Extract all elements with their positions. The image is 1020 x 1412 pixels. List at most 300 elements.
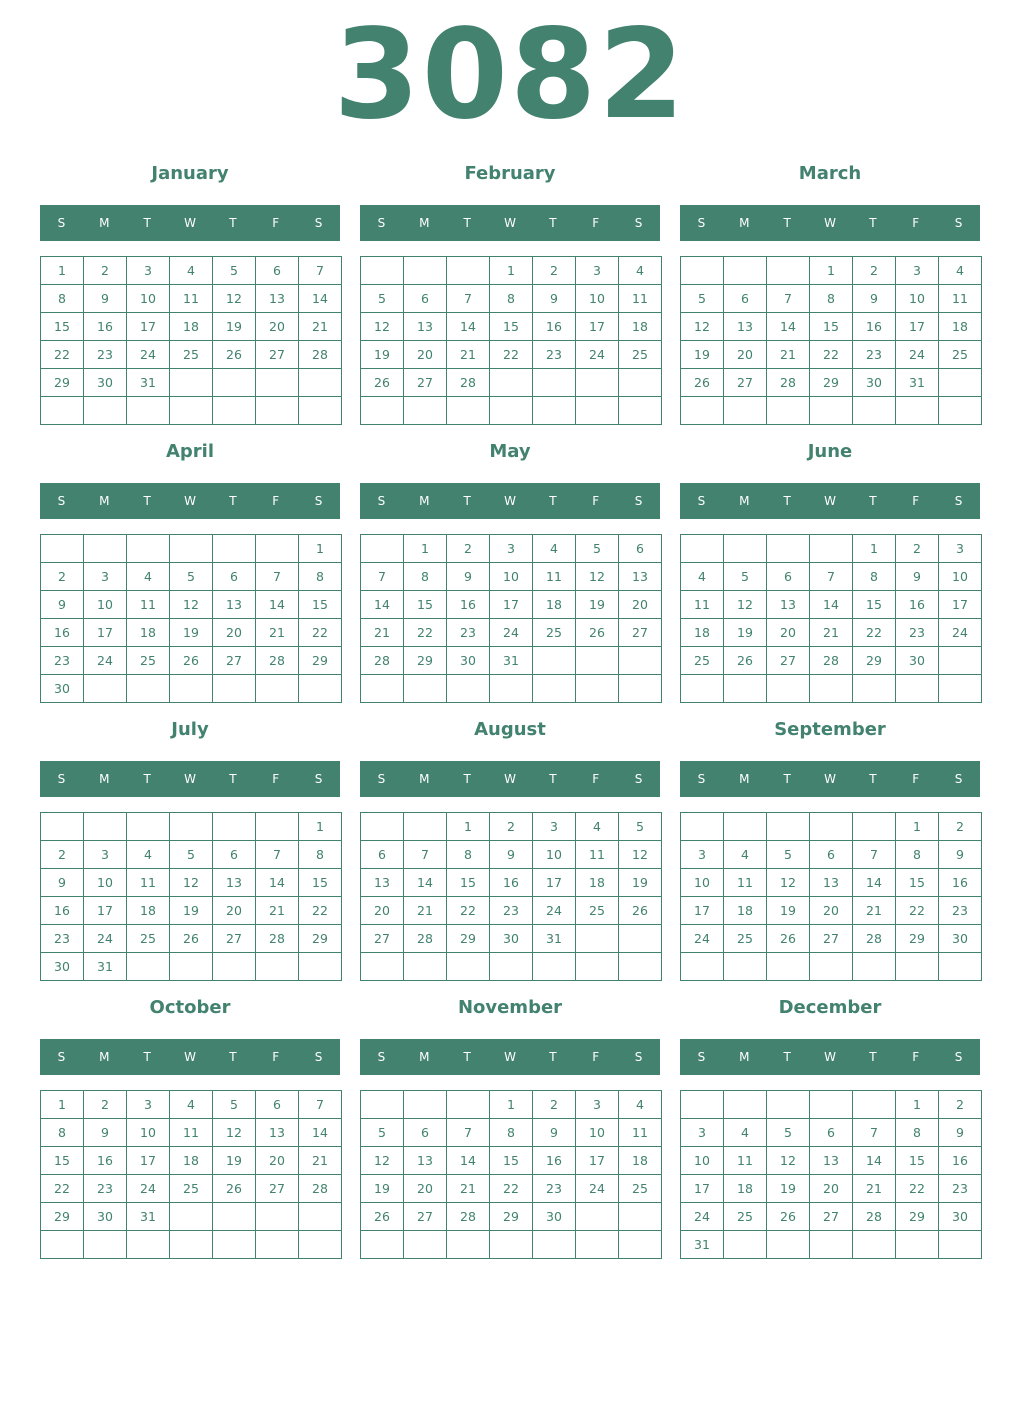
empty-cell bbox=[361, 257, 404, 285]
weekday-label: S bbox=[377, 216, 386, 230]
weekday-label: T bbox=[869, 772, 877, 786]
month-title: April bbox=[165, 441, 215, 462]
day-cell: 22 bbox=[490, 1175, 533, 1203]
weekday-label: M bbox=[99, 216, 110, 230]
empty-cell bbox=[447, 1231, 490, 1259]
day-cell: 5 bbox=[361, 285, 404, 313]
day-cell: 7 bbox=[767, 285, 810, 313]
day-cell: 26 bbox=[170, 925, 213, 953]
day-cell: 20 bbox=[619, 591, 662, 619]
day-cell: 25 bbox=[724, 925, 767, 953]
day-cell: 15 bbox=[41, 1147, 84, 1175]
empty-cell bbox=[490, 675, 533, 703]
day-cell: 9 bbox=[41, 869, 84, 897]
week-row bbox=[41, 313, 342, 341]
weekday-label: T bbox=[463, 772, 471, 786]
empty-cell bbox=[939, 953, 982, 981]
day-cell: 13 bbox=[213, 591, 256, 619]
weekday-label: F bbox=[912, 494, 920, 508]
day-grid bbox=[360, 812, 662, 981]
day-cell: 23 bbox=[447, 619, 490, 647]
day-cell: 21 bbox=[810, 619, 853, 647]
day-cell: 5 bbox=[213, 1091, 256, 1119]
empty-cell bbox=[810, 397, 853, 425]
day-cell: 30 bbox=[84, 369, 127, 397]
empty-cell bbox=[84, 813, 127, 841]
empty-cell bbox=[256, 1231, 299, 1259]
day-cell: 3 bbox=[681, 1119, 724, 1147]
day-cell: 1 bbox=[896, 1091, 939, 1119]
empty-cell bbox=[404, 813, 447, 841]
day-cell: 4 bbox=[724, 1119, 767, 1147]
weekday-label: S bbox=[954, 772, 963, 786]
weekday-label: W bbox=[824, 216, 836, 230]
empty-cell bbox=[896, 953, 939, 981]
weekday-label: F bbox=[592, 494, 600, 508]
month-title: June bbox=[807, 441, 853, 462]
empty-cell bbox=[576, 1231, 619, 1259]
day-cell: 13 bbox=[619, 563, 662, 591]
day-cell: 11 bbox=[170, 285, 213, 313]
weekday-label: T bbox=[783, 1050, 791, 1064]
weekday-label: W bbox=[184, 1050, 196, 1064]
week-row bbox=[361, 1175, 662, 1203]
day-cell: 4 bbox=[170, 1091, 213, 1119]
day-grid bbox=[40, 812, 342, 981]
day-cell: 5 bbox=[724, 563, 767, 591]
day-cell: 22 bbox=[299, 897, 342, 925]
empty-cell bbox=[361, 675, 404, 703]
week-row bbox=[361, 341, 662, 369]
day-cell: 13 bbox=[404, 313, 447, 341]
week-row bbox=[41, 1231, 342, 1259]
weekday-label: T bbox=[463, 216, 471, 230]
day-cell: 21 bbox=[256, 619, 299, 647]
day-cell: 10 bbox=[681, 1147, 724, 1175]
day-cell: 29 bbox=[299, 925, 342, 953]
empty-cell bbox=[361, 813, 404, 841]
week-row bbox=[41, 925, 342, 953]
weekday-header bbox=[360, 205, 660, 241]
empty-cell bbox=[84, 1231, 127, 1259]
day-cell: 3 bbox=[681, 841, 724, 869]
weekday-header bbox=[40, 761, 340, 797]
day-cell: 27 bbox=[213, 647, 256, 675]
empty-cell bbox=[724, 813, 767, 841]
empty-cell bbox=[256, 813, 299, 841]
weekday-label: S bbox=[634, 216, 643, 230]
day-cell: 15 bbox=[299, 591, 342, 619]
day-cell: 20 bbox=[256, 313, 299, 341]
weekday-label: F bbox=[592, 216, 600, 230]
empty-cell bbox=[896, 675, 939, 703]
day-cell: 14 bbox=[447, 1147, 490, 1175]
week-row bbox=[361, 813, 662, 841]
day-cell: 31 bbox=[127, 1203, 170, 1231]
day-cell: 3 bbox=[576, 257, 619, 285]
week-row bbox=[41, 591, 342, 619]
weekday-label: S bbox=[954, 494, 963, 508]
weekday-label: S bbox=[377, 494, 386, 508]
week-row bbox=[681, 897, 982, 925]
weekday-label: S bbox=[634, 1050, 643, 1064]
day-cell: 7 bbox=[361, 563, 404, 591]
day-cell: 10 bbox=[84, 869, 127, 897]
weekday-label: T bbox=[869, 494, 877, 508]
empty-cell bbox=[619, 925, 662, 953]
week-row bbox=[361, 397, 662, 425]
day-cell: 1 bbox=[490, 257, 533, 285]
day-cell: 23 bbox=[41, 647, 84, 675]
day-cell: 21 bbox=[361, 619, 404, 647]
empty-cell bbox=[810, 1231, 853, 1259]
empty-cell bbox=[490, 953, 533, 981]
day-cell: 6 bbox=[213, 563, 256, 591]
day-cell: 19 bbox=[576, 591, 619, 619]
empty-cell bbox=[170, 397, 213, 425]
day-cell: 1 bbox=[447, 813, 490, 841]
day-cell: 13 bbox=[361, 869, 404, 897]
weekday-label: S bbox=[697, 772, 706, 786]
empty-cell bbox=[170, 535, 213, 563]
day-cell: 5 bbox=[170, 841, 213, 869]
day-cell: 30 bbox=[490, 925, 533, 953]
week-row bbox=[41, 369, 342, 397]
day-cell: 9 bbox=[853, 285, 896, 313]
day-cell: 30 bbox=[41, 675, 84, 703]
week-row bbox=[41, 257, 342, 285]
week-row bbox=[41, 1203, 342, 1231]
day-cell: 24 bbox=[896, 341, 939, 369]
empty-cell bbox=[404, 1231, 447, 1259]
week-row bbox=[361, 647, 662, 675]
day-cell: 1 bbox=[490, 1091, 533, 1119]
week-row bbox=[681, 647, 982, 675]
weekday-label: F bbox=[912, 216, 920, 230]
empty-cell bbox=[361, 397, 404, 425]
empty-cell bbox=[767, 953, 810, 981]
day-cell: 3 bbox=[490, 535, 533, 563]
day-cell: 23 bbox=[533, 1175, 576, 1203]
day-cell: 6 bbox=[767, 563, 810, 591]
weekday-label: T bbox=[143, 1050, 151, 1064]
day-cell: 19 bbox=[361, 1175, 404, 1203]
day-cell: 10 bbox=[127, 285, 170, 313]
day-cell: 3 bbox=[127, 1091, 170, 1119]
day-cell: 25 bbox=[939, 341, 982, 369]
weekday-label: M bbox=[739, 772, 750, 786]
empty-cell bbox=[213, 813, 256, 841]
day-cell: 18 bbox=[533, 591, 576, 619]
day-cell: 12 bbox=[213, 1119, 256, 1147]
weekday-label: S bbox=[314, 216, 323, 230]
day-cell: 15 bbox=[447, 869, 490, 897]
day-cell: 15 bbox=[490, 313, 533, 341]
day-cell: 7 bbox=[256, 841, 299, 869]
empty-cell bbox=[299, 397, 342, 425]
day-cell: 21 bbox=[767, 341, 810, 369]
week-row bbox=[681, 535, 982, 563]
day-cell: 11 bbox=[127, 591, 170, 619]
day-cell: 27 bbox=[724, 369, 767, 397]
empty-cell bbox=[724, 1231, 767, 1259]
day-cell: 6 bbox=[404, 285, 447, 313]
empty-cell bbox=[361, 1091, 404, 1119]
weekday-label: S bbox=[314, 1050, 323, 1064]
day-cell: 28 bbox=[361, 647, 404, 675]
empty-cell bbox=[490, 369, 533, 397]
day-cell: 16 bbox=[533, 313, 576, 341]
day-cell: 15 bbox=[41, 313, 84, 341]
empty-cell bbox=[576, 397, 619, 425]
day-cell: 14 bbox=[299, 285, 342, 313]
day-cell: 10 bbox=[896, 285, 939, 313]
day-cell: 4 bbox=[724, 841, 767, 869]
day-cell: 5 bbox=[576, 535, 619, 563]
empty-cell bbox=[724, 257, 767, 285]
empty-cell bbox=[170, 953, 213, 981]
week-row bbox=[361, 285, 662, 313]
week-row bbox=[41, 1119, 342, 1147]
weekday-label: T bbox=[549, 1050, 557, 1064]
week-row bbox=[681, 1203, 982, 1231]
day-cell: 3 bbox=[939, 535, 982, 563]
day-cell: 22 bbox=[490, 341, 533, 369]
week-row bbox=[681, 257, 982, 285]
day-cell: 6 bbox=[256, 1091, 299, 1119]
day-cell: 12 bbox=[170, 591, 213, 619]
day-cell: 27 bbox=[256, 1175, 299, 1203]
day-cell: 21 bbox=[447, 341, 490, 369]
day-cell: 14 bbox=[256, 591, 299, 619]
day-cell: 1 bbox=[299, 535, 342, 563]
empty-cell bbox=[619, 675, 662, 703]
week-row bbox=[681, 619, 982, 647]
day-cell: 14 bbox=[810, 591, 853, 619]
day-cell: 14 bbox=[361, 591, 404, 619]
day-cell: 6 bbox=[404, 1119, 447, 1147]
empty-cell bbox=[361, 535, 404, 563]
day-cell: 22 bbox=[41, 1175, 84, 1203]
month-title: January bbox=[151, 163, 229, 184]
day-grid bbox=[40, 534, 342, 703]
day-cell: 18 bbox=[939, 313, 982, 341]
weekday-label: S bbox=[57, 1050, 66, 1064]
day-cell: 28 bbox=[853, 925, 896, 953]
day-cell: 17 bbox=[533, 869, 576, 897]
empty-cell bbox=[404, 257, 447, 285]
week-row bbox=[681, 563, 982, 591]
day-cell: 29 bbox=[896, 925, 939, 953]
day-cell: 2 bbox=[84, 1091, 127, 1119]
day-cell: 31 bbox=[127, 369, 170, 397]
day-cell: 2 bbox=[490, 813, 533, 841]
empty-cell bbox=[41, 813, 84, 841]
day-cell: 16 bbox=[896, 591, 939, 619]
week-row bbox=[681, 397, 982, 425]
empty-cell bbox=[447, 397, 490, 425]
day-cell: 17 bbox=[490, 591, 533, 619]
day-cell: 13 bbox=[724, 313, 767, 341]
week-row bbox=[361, 675, 662, 703]
day-cell: 11 bbox=[127, 869, 170, 897]
day-cell: 28 bbox=[404, 925, 447, 953]
weekday-label: T bbox=[549, 216, 557, 230]
empty-cell bbox=[576, 369, 619, 397]
day-cell: 31 bbox=[490, 647, 533, 675]
day-cell: 16 bbox=[41, 619, 84, 647]
weekday-label: M bbox=[419, 1050, 430, 1064]
day-cell: 16 bbox=[84, 313, 127, 341]
day-cell: 27 bbox=[213, 925, 256, 953]
week-row bbox=[681, 1119, 982, 1147]
empty-cell bbox=[299, 1203, 342, 1231]
day-cell: 27 bbox=[619, 619, 662, 647]
day-cell: 8 bbox=[810, 285, 853, 313]
day-cell: 6 bbox=[256, 257, 299, 285]
day-cell: 31 bbox=[533, 925, 576, 953]
empty-cell bbox=[256, 369, 299, 397]
week-row bbox=[361, 257, 662, 285]
day-cell: 28 bbox=[853, 1203, 896, 1231]
day-cell: 28 bbox=[256, 925, 299, 953]
empty-cell bbox=[724, 953, 767, 981]
day-cell: 10 bbox=[533, 841, 576, 869]
empty-cell bbox=[810, 813, 853, 841]
weekday-label: W bbox=[184, 494, 196, 508]
day-cell: 21 bbox=[853, 897, 896, 925]
week-row bbox=[681, 1091, 982, 1119]
empty-cell bbox=[447, 1091, 490, 1119]
day-cell: 2 bbox=[84, 257, 127, 285]
weekday-label: M bbox=[419, 772, 430, 786]
day-cell: 15 bbox=[404, 591, 447, 619]
weekday-header bbox=[680, 761, 980, 797]
day-cell: 9 bbox=[939, 1119, 982, 1147]
day-cell: 13 bbox=[256, 285, 299, 313]
day-cell: 21 bbox=[853, 1175, 896, 1203]
day-cell: 20 bbox=[767, 619, 810, 647]
day-grid bbox=[680, 1090, 982, 1259]
weekday-label: W bbox=[504, 772, 516, 786]
day-cell: 2 bbox=[939, 813, 982, 841]
week-row bbox=[681, 285, 982, 313]
day-cell: 14 bbox=[404, 869, 447, 897]
day-cell: 15 bbox=[896, 869, 939, 897]
week-row bbox=[41, 675, 342, 703]
weekday-label: S bbox=[697, 1050, 706, 1064]
day-cell: 24 bbox=[490, 619, 533, 647]
day-cell: 12 bbox=[361, 313, 404, 341]
day-cell: 31 bbox=[84, 953, 127, 981]
day-cell: 7 bbox=[299, 1091, 342, 1119]
weekday-label: M bbox=[419, 216, 430, 230]
empty-cell bbox=[619, 1231, 662, 1259]
empty-cell bbox=[213, 1203, 256, 1231]
day-cell: 15 bbox=[810, 313, 853, 341]
weekday-label: F bbox=[272, 494, 280, 508]
empty-cell bbox=[810, 1091, 853, 1119]
empty-cell bbox=[681, 953, 724, 981]
day-cell: 4 bbox=[127, 841, 170, 869]
day-cell: 2 bbox=[896, 535, 939, 563]
weekday-label: T bbox=[229, 1050, 237, 1064]
empty-cell bbox=[256, 535, 299, 563]
week-row bbox=[41, 619, 342, 647]
day-cell: 16 bbox=[853, 313, 896, 341]
weekday-label: T bbox=[143, 494, 151, 508]
day-cell: 3 bbox=[127, 257, 170, 285]
day-cell: 15 bbox=[490, 1147, 533, 1175]
day-cell: 20 bbox=[213, 897, 256, 925]
day-cell: 4 bbox=[681, 563, 724, 591]
day-cell: 29 bbox=[490, 1203, 533, 1231]
day-cell: 28 bbox=[767, 369, 810, 397]
empty-cell bbox=[41, 397, 84, 425]
day-cell: 24 bbox=[576, 1175, 619, 1203]
month-title: November bbox=[457, 997, 563, 1018]
weekday-header bbox=[40, 1039, 340, 1075]
month-title: September bbox=[774, 719, 886, 740]
empty-cell bbox=[853, 1231, 896, 1259]
week-row bbox=[41, 397, 342, 425]
day-cell: 17 bbox=[939, 591, 982, 619]
day-cell: 25 bbox=[576, 897, 619, 925]
empty-cell bbox=[724, 397, 767, 425]
day-cell: 24 bbox=[84, 647, 127, 675]
week-row bbox=[681, 591, 982, 619]
weekday-label: W bbox=[504, 216, 516, 230]
empty-cell bbox=[41, 535, 84, 563]
empty-cell bbox=[127, 675, 170, 703]
empty-cell bbox=[681, 257, 724, 285]
day-cell: 19 bbox=[361, 341, 404, 369]
day-cell: 23 bbox=[533, 341, 576, 369]
day-cell: 19 bbox=[724, 619, 767, 647]
week-row bbox=[41, 869, 342, 897]
weekday-label: W bbox=[824, 1050, 836, 1064]
week-row bbox=[41, 285, 342, 313]
day-cell: 12 bbox=[213, 285, 256, 313]
empty-cell bbox=[896, 1231, 939, 1259]
empty-cell bbox=[533, 647, 576, 675]
day-grid bbox=[360, 534, 662, 703]
day-cell: 29 bbox=[447, 925, 490, 953]
weekday-label: S bbox=[314, 494, 323, 508]
empty-cell bbox=[404, 1091, 447, 1119]
day-cell: 19 bbox=[170, 897, 213, 925]
day-cell: 28 bbox=[447, 369, 490, 397]
day-cell: 8 bbox=[41, 285, 84, 313]
day-cell: 18 bbox=[619, 1147, 662, 1175]
day-cell: 2 bbox=[533, 257, 576, 285]
day-cell: 20 bbox=[213, 619, 256, 647]
empty-cell bbox=[299, 1231, 342, 1259]
month-title: March bbox=[798, 163, 862, 184]
day-cell: 16 bbox=[939, 1147, 982, 1175]
day-cell: 1 bbox=[41, 257, 84, 285]
empty-cell bbox=[810, 535, 853, 563]
day-cell: 2 bbox=[447, 535, 490, 563]
day-cell: 11 bbox=[681, 591, 724, 619]
week-row bbox=[41, 953, 342, 981]
empty-cell bbox=[213, 535, 256, 563]
empty-cell bbox=[533, 953, 576, 981]
empty-cell bbox=[213, 369, 256, 397]
week-row bbox=[41, 813, 342, 841]
day-cell: 22 bbox=[41, 341, 84, 369]
empty-cell bbox=[681, 535, 724, 563]
